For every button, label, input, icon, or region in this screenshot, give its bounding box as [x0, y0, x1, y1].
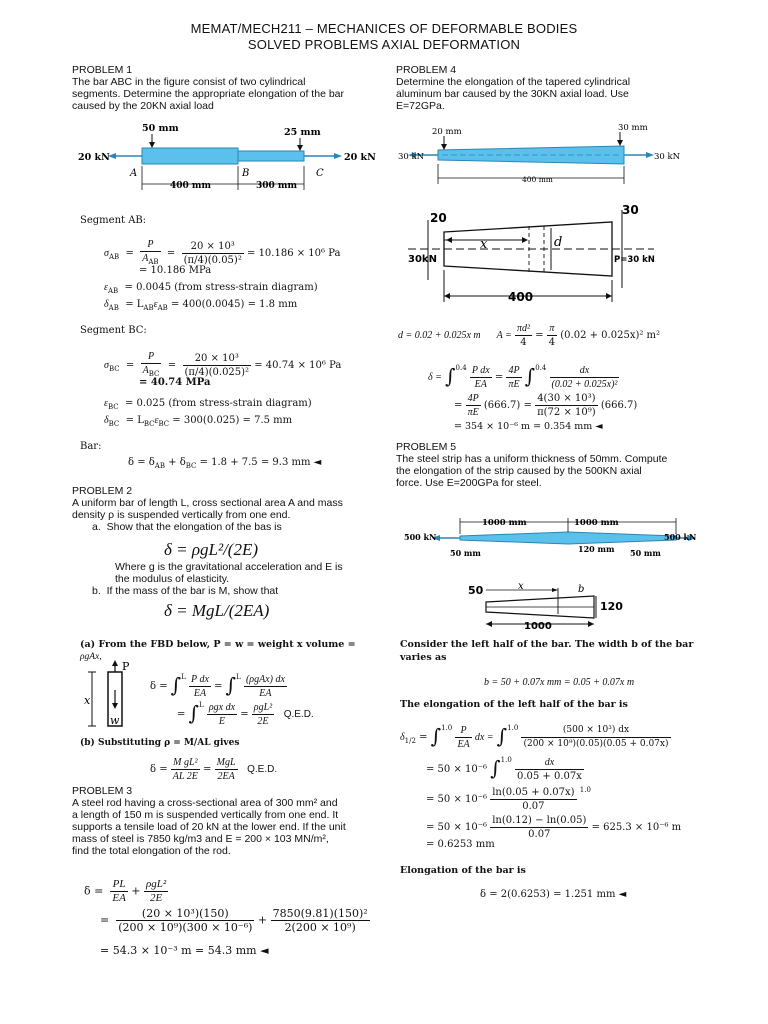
- bar-title: Bar:: [80, 441, 102, 452]
- problem-3-line: supports a tensile load of 20 kN at the lower end. If the unit: [72, 821, 346, 833]
- problem-4-heading: PROBLEM 4: [396, 64, 457, 76]
- equation-b: δ = MgL/(2EA): [164, 601, 270, 620]
- segment-bc-title: Segment BC:: [80, 325, 147, 336]
- sketch-x-label: x: [480, 237, 488, 252]
- problem-1-line: The bar ABC in the figure consist of two cylindrical: [72, 76, 306, 88]
- problem-4-figure: [398, 118, 698, 193]
- sigma-bc-mpa: = 40.74 MPa: [139, 377, 211, 388]
- problem-1-statement: [72, 64, 392, 112]
- problem-3-statement: [72, 785, 392, 857]
- part-b: b. If the mass of the bar is M, show that: [92, 585, 279, 597]
- down-arrow-icon: [112, 703, 118, 709]
- where-line: the modulus of elasticity.: [115, 573, 230, 585]
- segment-bc-bar: [238, 151, 304, 161]
- length-ab-label: 400 mm: [170, 181, 211, 191]
- solution-b-text: (b) Substituting ρ = M/AL gives: [80, 738, 240, 748]
- problem-5-statement: [396, 441, 716, 489]
- problem-4-result: = 354 × 10⁻⁶ m = 0.354 mm ◄: [454, 421, 603, 432]
- problem-5-figure: [402, 512, 702, 564]
- sigma-ab-mpa: = 10.186 MPa: [139, 265, 212, 276]
- solution-a-text: (a) From the FBD below, P = w = weight x volume = ρgAx,: [80, 639, 356, 662]
- problem-3-result: = 54.3 × 10⁻³ m = 54.3 mm ◄: [100, 944, 269, 957]
- length-label: 400 mm: [522, 175, 553, 184]
- diameter-equation: d = 0.02 + 0.025x m A = $\frac{\text{πd²}}{4}$ = $\frac{\pi}{4}$ (0.02 + 0.025x)² m²: [398, 323, 661, 348]
- problem-2-line: A uniform bar of length L, cross sectional area A and mass: [72, 497, 343, 509]
- fbd-x-label: x: [84, 694, 91, 707]
- right-arrow-icon: [646, 152, 654, 158]
- segment-ab-bar: [142, 148, 238, 164]
- fbd-figure: [84, 660, 140, 732]
- sketch-length-label: 1000: [524, 621, 552, 630]
- problem-2-statement: [72, 485, 392, 533]
- sketch-p-label: P=30 kN: [614, 255, 655, 265]
- fbd-w-label: w: [110, 714, 120, 727]
- part-a: a. Show that the elongation of the bas is: [92, 521, 282, 533]
- problem-1-heading: PROBLEM 1: [72, 64, 133, 76]
- width-right-label: 50 mm: [630, 548, 661, 558]
- strain-ab-equation: $\varepsilon_{AB} = 0.0045$ (from stress-strain diagram): [104, 282, 318, 295]
- delta-ab-equation: $\delta_{AB} = L_{AB}\varepsilon_{AB} = 400(0.0045) = 1.8$ mm: [104, 299, 298, 312]
- document-subtitle: SOLVED PROBLEMS AXIAL DEFORMATION: [247, 37, 521, 52]
- problem-5-consider: Consider the left half of the bar. The width b of the bar varies as: [400, 639, 694, 663]
- elongation-bar-text: Elongation of the bar is: [400, 865, 526, 876]
- right-arrow-icon: [334, 153, 342, 159]
- problem-2-line: density ρ is suspended vertically from one end.: [72, 509, 291, 521]
- problem-2-heading: PROBLEM 2: [72, 485, 133, 497]
- problem-5-final: δ = 2(0.6253) = 1.251 mm ◄: [480, 889, 627, 900]
- length-bc-label: 300 mm: [256, 181, 297, 191]
- load-left-label: 30 kN: [398, 152, 425, 162]
- length-left-label: 1000 mm: [482, 518, 527, 528]
- problem-3-heading: PROBLEM 3: [72, 785, 133, 797]
- diameter-ab-label: 50 mm: [142, 123, 179, 134]
- point-c-label: C: [316, 168, 324, 179]
- problem-4-line: Determine the elongation of the tapered cylindrical: [396, 76, 631, 88]
- diameter-bc-label: 25 mm: [284, 127, 321, 138]
- point-a-label: A: [130, 168, 138, 179]
- problem-3-line: A steel rod having a cross-sectional area of 300 mm² and: [72, 797, 338, 809]
- part-a-where: [115, 561, 385, 585]
- sketch-length-label: 400: [508, 290, 534, 304]
- up-arrow-icon: [112, 660, 118, 666]
- sketch-d20-label: 20: [430, 211, 447, 225]
- integral-2: = ∫$^L$ $\frac{\text{ρgx dx}}{E}$ = $\frac{\text{ρgL²}}{2E}$ Q.E.D.: [177, 701, 314, 727]
- sketch-120-label: 120: [600, 600, 623, 613]
- problem-3-line: find the total elongation of the rod.: [72, 845, 231, 857]
- load-right-label: 20 kN: [344, 152, 376, 163]
- width-equation: b = 50 + 0.07x mm = 0.05 + 0.07x m: [484, 677, 635, 688]
- problem-4-line: aluminum bar caused by the 30KN axial load. Use: [396, 88, 629, 100]
- problem-5-line: The steel strip has a uniform thickness of 50mm. Compute: [396, 453, 668, 465]
- problem-5-integral: $\delta_{1/2} = \int^{1.0}$ $\frac{P}{EA}$ dx = ∫$^{1.0}$ $\frac{\text{(500 × 10³) dx}}{\text{(200 × 10⁹)(0.05)(0.05 + 0.07x)}}$: [400, 724, 669, 750]
- problem-5-step-3: = 50 × 10⁻⁶ $\frac{\ln(0.12) - \ln(0.05)}{0.07}$ = 625.3 × 10⁻⁶ m: [426, 815, 682, 840]
- problem-3-eq-2: = $\frac{\text{(20 × 10³)(150)}}{\text{(200 × 10⁹)(300 × 10⁻⁶)}}$ + $\frac{\text{7850(9.81)(150)²}}{\text{2(200 × 10⁹)}}$: [100, 907, 368, 934]
- strain-bc-equation: $\varepsilon_{BC} = 0.025$ (from stress-strain diagram): [104, 398, 312, 411]
- load-left-label: 500 kN: [404, 532, 437, 542]
- fbd-p-label: P: [122, 660, 130, 673]
- document-title: MEMAT/MECH211 – MECHANICES OF DEFORMABLE BODIES: [190, 21, 578, 36]
- problem-5-step-4: = 0.6253 mm: [426, 839, 495, 850]
- problem-4-step: = $\frac{4P}{\pi E}$ (666.7) = $\frac{\text{4(30 × 10³)}}{\text{π(72 × 10⁹)}}$ (666.7): [454, 393, 638, 418]
- problem-4-sketch: [404, 204, 704, 308]
- sigma-ab-equation: $\sigma_{AB}$ = $\frac{P}{A_{AB}}$ = $\frac{\text{20 × 10³}}{\text{(π/4)(0.05)²}}$ = 10.186 × 10⁶ Pa: [104, 239, 341, 266]
- sketch-50-label: 50: [468, 584, 484, 597]
- load-right-label: 500 kN: [664, 532, 697, 542]
- bar-total-equation: $\delta = \delta_{AB} + \delta_{BC} = 1.8 + 7.5 = 9.3$ mm ◄: [128, 457, 322, 470]
- sketch-b-label: b: [578, 584, 585, 595]
- problem-3-eq-1: δ = $\frac{PL}{EA}$ + $\frac{\text{ρgL²}}{2E}$: [84, 878, 167, 904]
- sketch-x-label: x: [518, 581, 524, 592]
- problem-5-line: force. Use E=200GPa for steel.: [396, 477, 542, 489]
- problem-3-line: a length of 150 m is suspended vertically from one end. It: [72, 809, 339, 821]
- elongation-left-text: The elongation of the left half of the bar is: [400, 699, 628, 710]
- problem-1-figure: [72, 118, 382, 198]
- sigma-bc-equation: $\sigma_{BC}$ = $\frac{P}{A_{BC}}$ = $\frac{\text{20 × 10³}}{\text{(π/4)(0.025)²}}$ = 40.74 × 10⁶ Pa: [104, 351, 342, 378]
- diameter-small-label: 20 mm: [432, 127, 462, 137]
- width-mid-label: 120 mm: [578, 544, 615, 554]
- delta-bc-equation: $\delta_{BC} = L_{BC}\varepsilon_{BC} = 300(0.025) = 7.5$ mm: [104, 415, 293, 428]
- problem-1-line: caused by the 20KN axial load: [72, 100, 214, 112]
- problem-5-step-2: = 50 × 10⁻⁶ $\frac{\ln(0.05 + 0.07x)}{0.07}$ $^{1.0}$: [426, 786, 591, 812]
- strip-bar: [460, 532, 676, 544]
- integral-1: δ = ∫$^L$ $\frac{\text{P dx}}{EA}$ = ∫$^L$ $\frac{\text{(ρgAx) dx}}{EA}$: [150, 673, 285, 699]
- equation-a: δ = ρgL²/(2E): [164, 540, 259, 559]
- length-right-label: 1000 mm: [574, 518, 619, 528]
- sketch-d-label: d: [554, 235, 563, 250]
- problem-5-sketch: [468, 578, 638, 630]
- where-line: Where g is the gravitational acceleration and E is: [115, 561, 343, 573]
- problem-4-statement: [396, 64, 716, 112]
- diameter-large-label: 30 mm: [618, 123, 648, 133]
- problem-5-line: the elongation of the strip caused by the 500KN axial: [396, 465, 642, 477]
- part-b-result: δ = $\frac{\text{M gL²}}{AL 2E}$ = $\frac{\text{MgL}}{2EA}$ Q.E.D.: [150, 757, 278, 782]
- problem-1-line: segments. Determine the appropriate elongation of the bar: [72, 88, 345, 100]
- point-b-label: B: [242, 168, 250, 179]
- width-left-label: 50 mm: [450, 548, 481, 558]
- problem-3-line: mass of steel is 7850 kg/m3 and E = 200 × 103 MN/m²,: [72, 833, 329, 845]
- load-right-label: 30 kN: [654, 152, 681, 162]
- sketch-d30-label: 30: [622, 204, 639, 217]
- problem-5-heading: PROBLEM 5: [396, 441, 457, 453]
- sketch-load-label: 30kN: [408, 254, 437, 265]
- problem-5-step-1: = 50 × 10⁻⁶ ∫$^{1.0}$ $\frac{dx}{0.05 + 0.07x}$: [426, 756, 582, 782]
- problem-4-integral: δ = ∫$^{0.4}$ $\frac{\text{P dx}}{EA}$ = $\frac{4P}{\pi E}$ ∫$^{0.4}$ $\frac{dx}{\text{(0.02 + 0.025x)²}}$: [428, 364, 618, 390]
- problem-4-line: E=72GPa.: [396, 100, 445, 112]
- segment-ab-title: Segment AB:: [80, 215, 147, 226]
- load-left-label: 20 kN: [78, 152, 110, 163]
